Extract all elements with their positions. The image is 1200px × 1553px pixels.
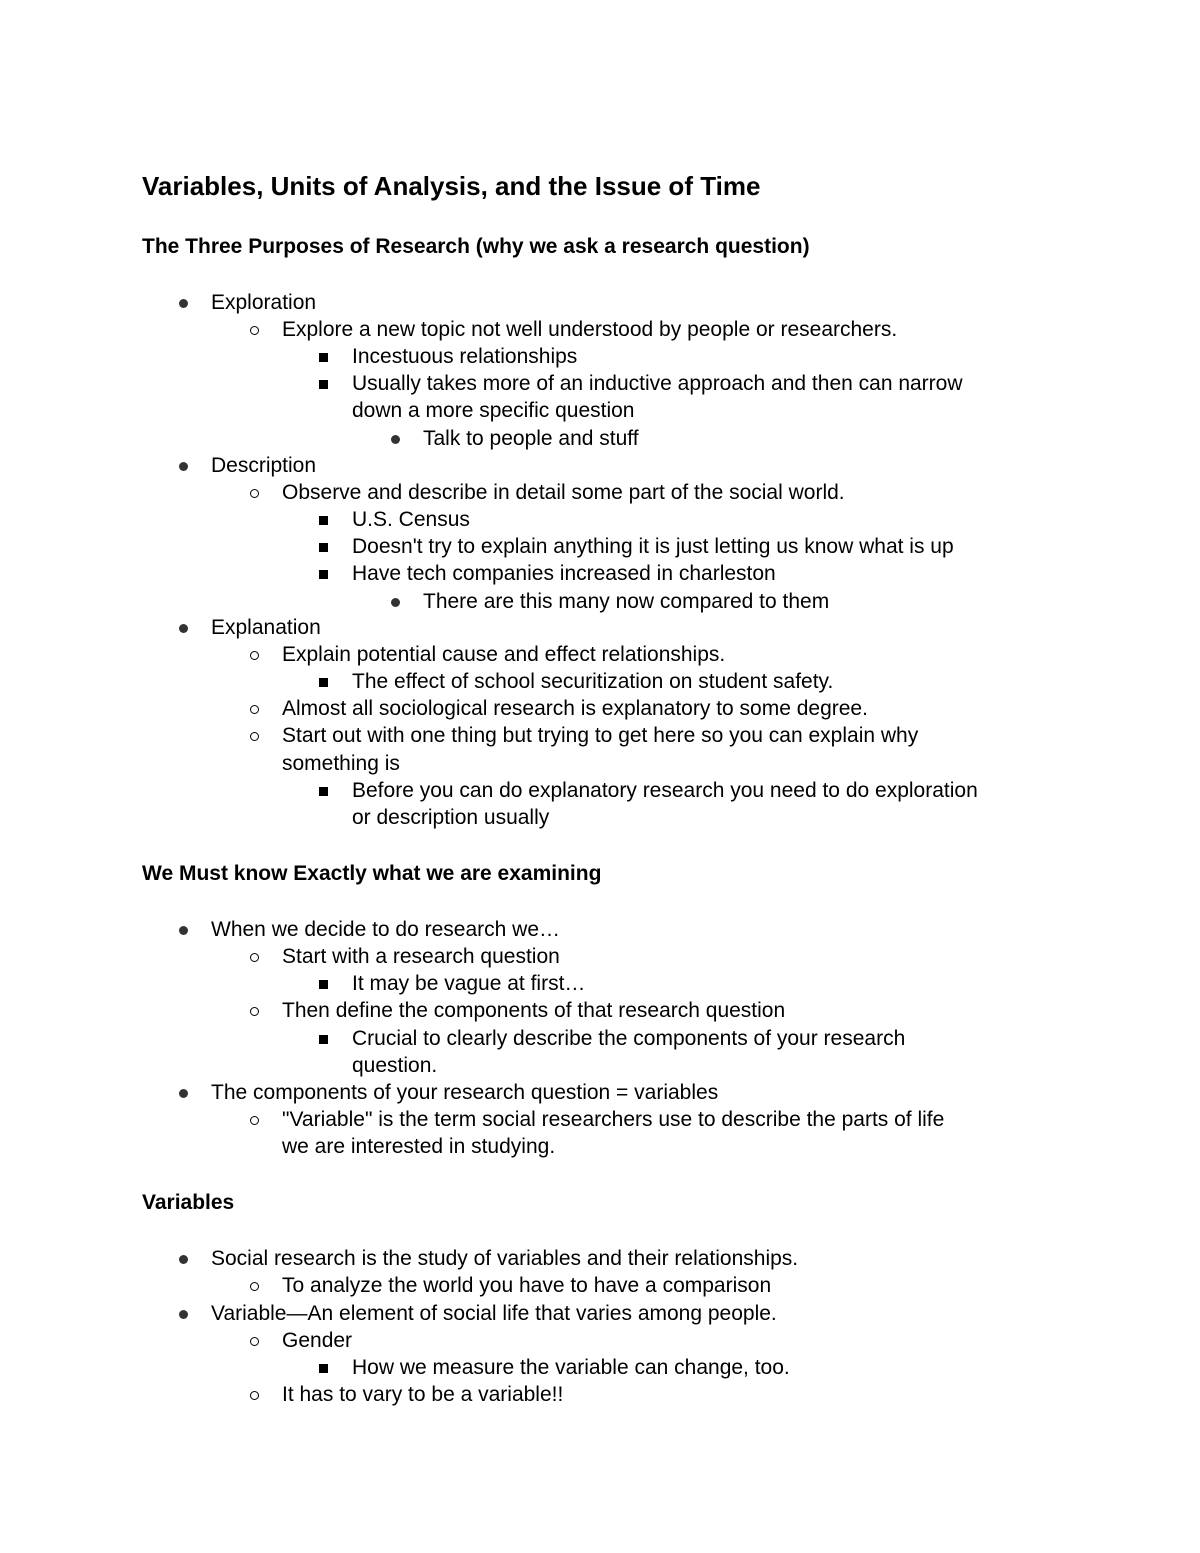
list-item-text: Doesn't try to explain anything it is just letting us know what is up [352, 535, 954, 558]
list-item-text: To analyze the world you have to have a comparison [282, 1274, 772, 1297]
list-item-text: It may be vague at first… [352, 972, 586, 995]
list-item-text: Have tech companies increased in charleston [352, 562, 776, 585]
list-item [352, 533, 954, 560]
list-item [211, 916, 560, 943]
disc-bullet-icon [391, 598, 400, 607]
list-item-continuation [282, 1133, 555, 1160]
disc-bullet-icon [179, 1089, 188, 1098]
square-bullet-icon [319, 353, 328, 362]
list-item [352, 970, 585, 997]
disc-bullet-icon [391, 435, 400, 444]
circle-bullet-icon [250, 953, 259, 962]
list-item-text: How we measure the variable can change, too. [352, 1356, 790, 1379]
list-item [352, 1025, 905, 1052]
list-item [211, 1245, 798, 1272]
list-item-text: something is [282, 752, 400, 775]
circle-bullet-icon [250, 1337, 259, 1346]
list-item [352, 343, 577, 370]
list-item-text: Incestuous relationships [352, 345, 578, 368]
list-item-text: question. [352, 1054, 438, 1077]
circle-bullet-icon [250, 1391, 259, 1400]
square-bullet-icon [319, 1035, 328, 1044]
list-item-text: Social research is the study of variables and their relationships. [211, 1247, 799, 1270]
list-item [423, 588, 829, 615]
list-item [282, 1327, 352, 1354]
list-item-text: Before you can do explanatory research you need to do exploration [352, 779, 978, 802]
square-bullet-icon [319, 787, 328, 796]
square-bullet-icon [319, 570, 328, 579]
disc-bullet-icon [179, 1310, 188, 1319]
list-item-text: "Variable" is the term social researchers use to describe the parts of life [282, 1108, 945, 1131]
list-item-continuation [352, 397, 635, 424]
list-item [282, 641, 725, 668]
list-item-text: Crucial to clearly describe the components of your research [352, 1027, 906, 1050]
list-item-text: or description usually [352, 806, 550, 829]
list-item [282, 695, 868, 722]
list-item [282, 1381, 563, 1408]
list-item-text: Explain potential cause and effect relationships. [282, 643, 726, 666]
disc-bullet-icon [179, 1255, 188, 1264]
list-item [211, 1300, 777, 1327]
list-item [282, 1272, 771, 1299]
list-item-text: Explanation [211, 616, 321, 639]
document-title: Variables, Units of Analysis, and the Issue of Time [142, 171, 761, 201]
list-item-text: Variable—An element of social life that varies among people. [211, 1302, 777, 1325]
square-bullet-icon [319, 678, 328, 687]
list-item-text: Observe and describe in detail some part of the social world. [282, 481, 845, 504]
disc-bullet-icon [179, 299, 188, 308]
list-item-text: There are this many now compared to them [423, 590, 830, 613]
list-item-text: Exploration [211, 291, 317, 314]
list-item-continuation [352, 804, 549, 831]
section-heading-examining: We Must know Exactly what we are examining [142, 862, 602, 885]
list-item-text: Then define the components of that research question [282, 999, 786, 1022]
list-item-text: Gender [282, 1329, 353, 1352]
circle-bullet-icon [250, 1116, 259, 1125]
square-bullet-icon [319, 380, 328, 389]
list-item-text: When we decide to do research we… [211, 918, 561, 941]
list-item [282, 316, 897, 343]
list-item [352, 777, 978, 804]
square-bullet-icon [319, 516, 328, 525]
circle-bullet-icon [250, 705, 259, 714]
list-item-text: The effect of school securitization on student safety. [352, 670, 834, 693]
list-item [211, 289, 316, 316]
list-item-continuation [282, 750, 400, 777]
list-item-text: U.S. Census [352, 508, 470, 531]
list-item-text: Almost all sociological research is explanatory to some degree. [282, 697, 868, 720]
list-item [282, 479, 845, 506]
list-item [352, 506, 470, 533]
circle-bullet-icon [250, 1282, 259, 1291]
list-item [282, 722, 918, 749]
list-item-text: Start with a research question [282, 945, 560, 968]
list-item-text: Explore a new topic not well understood by people or researchers. [282, 318, 898, 341]
circle-bullet-icon [250, 489, 259, 498]
list-item [211, 452, 316, 479]
square-bullet-icon [319, 543, 328, 552]
list-item-text: It has to vary to be a variable!! [282, 1383, 564, 1406]
disc-bullet-icon [179, 926, 188, 935]
list-item-text: we are interested in studying. [282, 1135, 556, 1158]
list-item [423, 425, 639, 452]
list-item-text: down a more specific question [352, 399, 635, 422]
circle-bullet-icon [250, 651, 259, 660]
circle-bullet-icon [250, 1007, 259, 1016]
list-item [352, 668, 833, 695]
list-item [352, 560, 776, 587]
list-item [352, 1354, 790, 1381]
list-item-continuation [352, 1052, 437, 1079]
list-item [282, 943, 560, 970]
square-bullet-icon [319, 980, 328, 989]
list-item-text: Start out with one thing but trying to get here so you can explain why [282, 724, 919, 747]
section-heading-purposes: The Three Purposes of Research (why we ask a research question) [142, 235, 810, 258]
list-item-text: Description [211, 454, 317, 477]
list-item [211, 614, 321, 641]
list-item-text: The components of your research question = variables [211, 1081, 719, 1104]
list-item-text: Talk to people and stuff [423, 427, 639, 450]
circle-bullet-icon [250, 326, 259, 335]
section-heading-variables: Variables [142, 1191, 235, 1214]
list-item [282, 1106, 944, 1133]
list-item [282, 997, 785, 1024]
list-item-text: Usually takes more of an inductive approach and then can narrow [352, 372, 963, 395]
list-item [211, 1079, 718, 1106]
square-bullet-icon [319, 1364, 328, 1373]
disc-bullet-icon [179, 624, 188, 633]
circle-bullet-icon [250, 732, 259, 741]
disc-bullet-icon [179, 462, 188, 471]
list-item [352, 370, 963, 397]
